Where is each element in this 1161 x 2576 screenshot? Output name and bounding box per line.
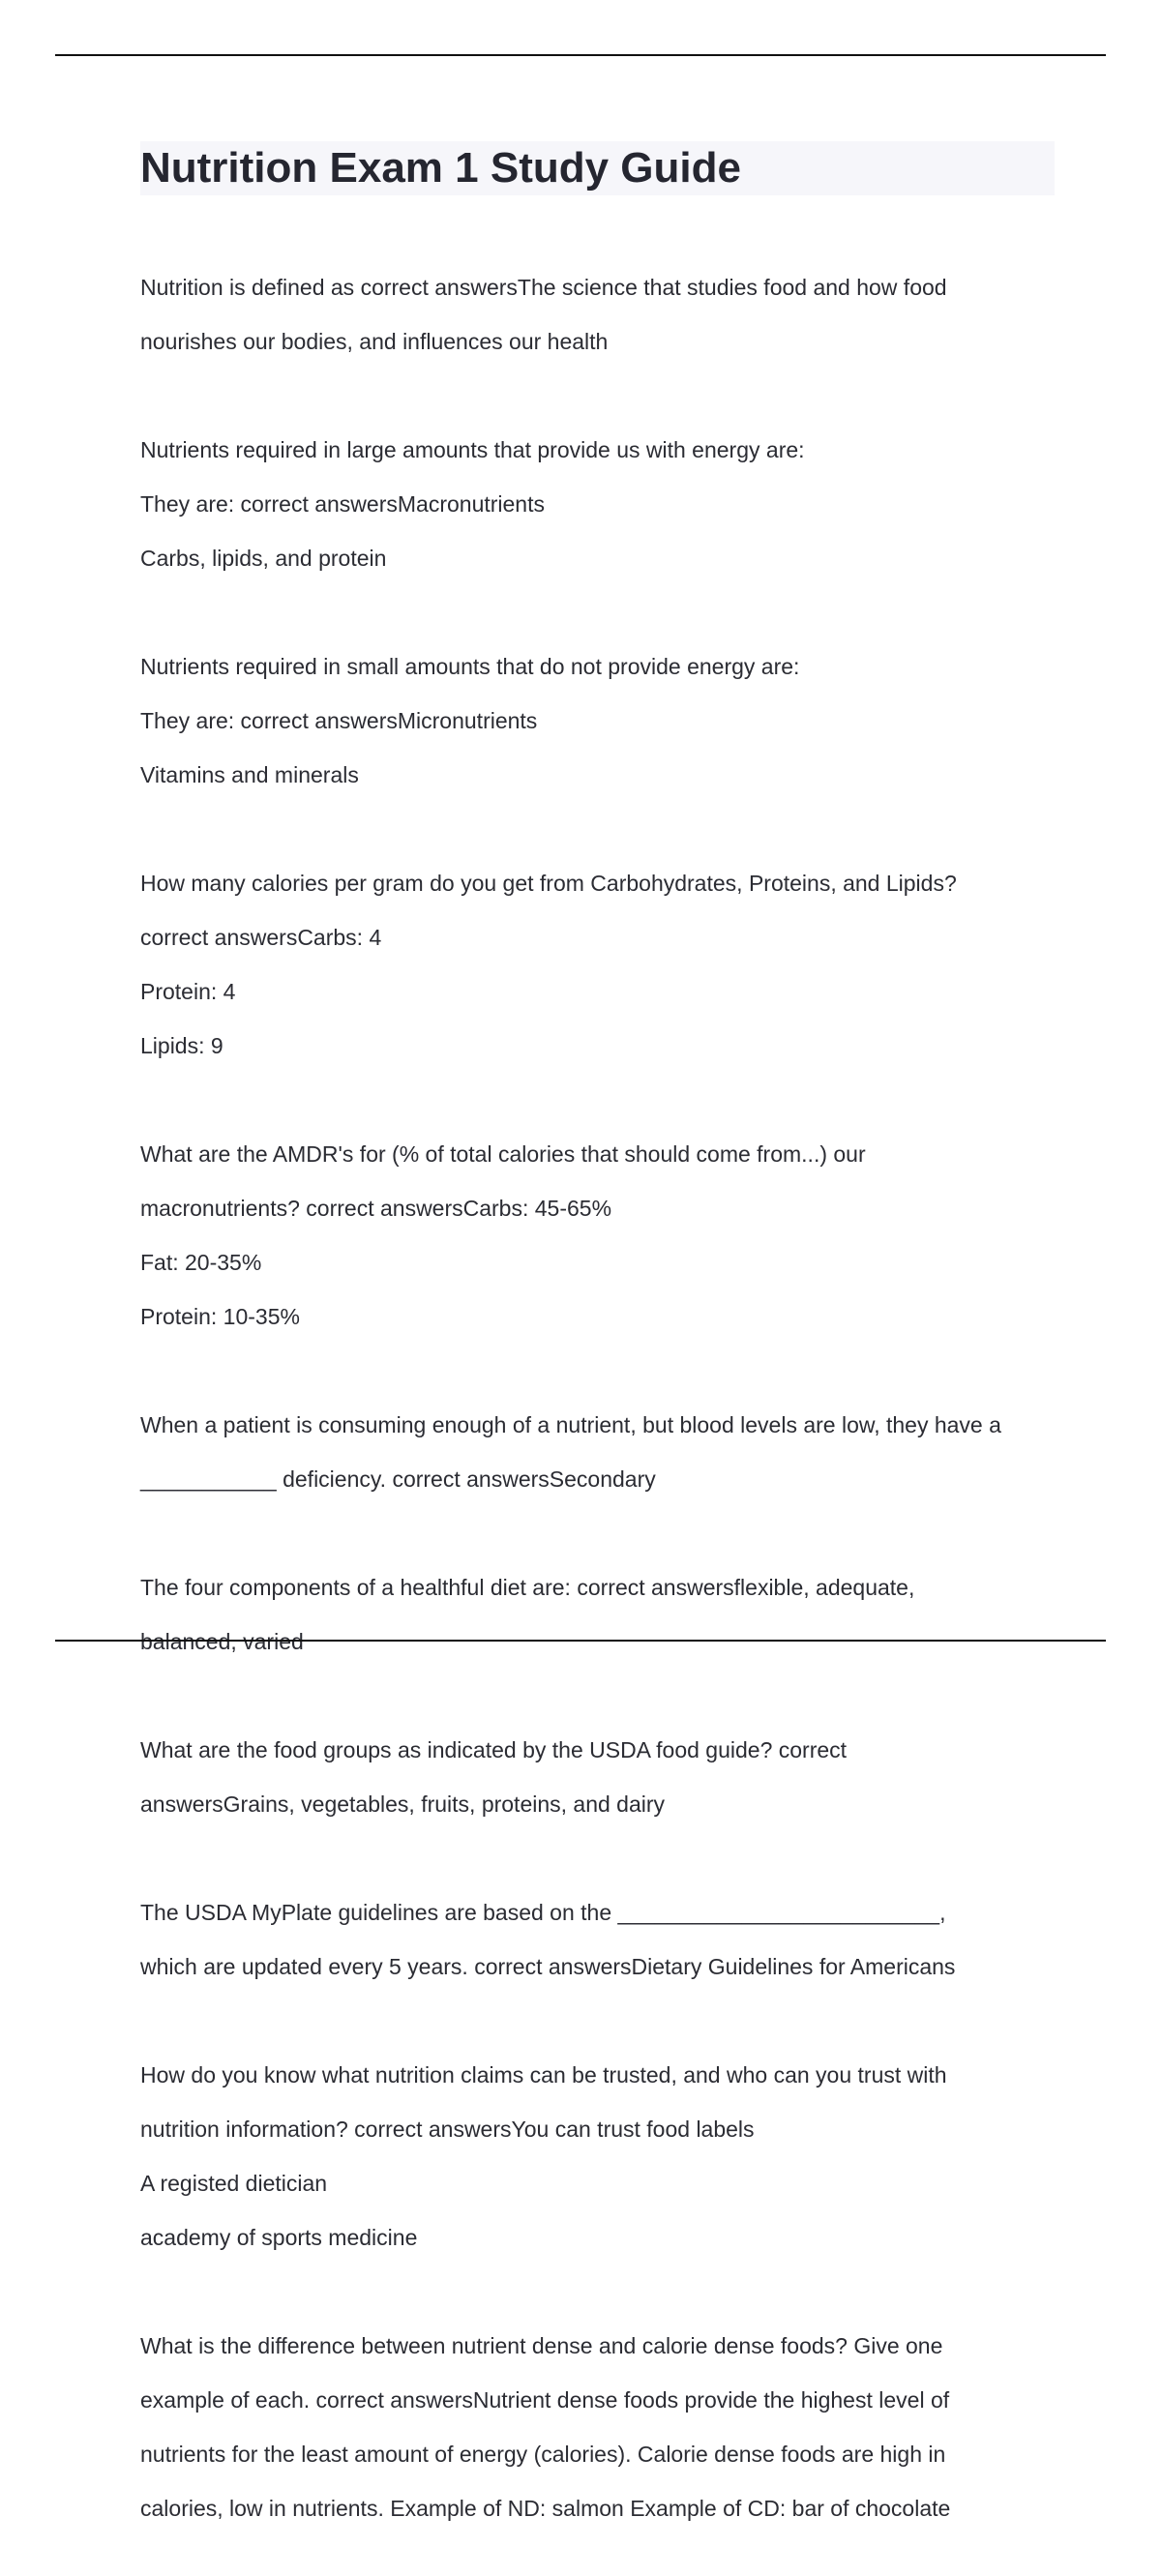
question-item <box>140 626 1055 815</box>
text-line: Lipids: 9 <box>140 1033 223 1058</box>
text-line: What are the AMDR's for (% of total calories that should come from...) our <box>140 1141 866 1167</box>
text-line: correct answersCarbs: 4 <box>140 925 382 950</box>
text-line: nutrients for the least amount of energy (calories). Calorie dense foods are high in <box>140 2442 946 2467</box>
question-item <box>140 1872 1055 2007</box>
question-list <box>140 247 1055 2549</box>
text-line: nourishes our bodies, and influences our health <box>140 329 609 354</box>
text-line: Fat: 20-35% <box>140 1250 262 1275</box>
question-item <box>140 409 1055 599</box>
text-line: The USDA MyPlate guidelines are based on the __________________________, <box>140 1900 946 1925</box>
text-line: What is the difference between nutrient dense and calorie dense foods? Give one <box>140 2333 943 2358</box>
text-line: Protein: 4 <box>140 979 236 1004</box>
question-item <box>140 1384 1055 1520</box>
text-line: which are updated every 5 years. correct answersDietary Guidelines for Americans <box>140 1954 956 1979</box>
top-rule <box>55 54 1106 56</box>
question-item <box>140 1709 1055 1845</box>
bottom-rule <box>55 1640 1106 1642</box>
question-item <box>140 843 1055 1086</box>
text-line: answersGrains, vegetables, fruits, proteins, and dairy <box>140 1791 666 1817</box>
text-line: Nutrients required in small amounts that do not provide energy are: <box>140 654 800 679</box>
text-line: example of each. correct answersNutrient dense foods provide the highest level of <box>140 2387 950 2413</box>
text-line: academy of sports medicine <box>140 2225 418 2250</box>
text-line: Vitamins and minerals <box>140 762 359 787</box>
text-line: Carbs, lipids, and protein <box>140 546 387 571</box>
text-line: Nutrients required in large amounts that provide us with energy are: <box>140 437 805 462</box>
text-line: Protein: 10-35% <box>140 1304 300 1329</box>
text-line: ___________ deficiency. correct answersSecondary <box>140 1466 656 1492</box>
page-title: Nutrition Exam 1 Study Guide <box>140 141 1055 195</box>
text-line: A registed dietician <box>140 2171 328 2196</box>
text-line: balanced, varied <box>140 1629 304 1654</box>
question-item <box>140 2034 1055 2278</box>
text-line: When a patient is consuming enough of a nutrient, but blood levels are low, they have a <box>140 1412 1001 1437</box>
text-line: They are: correct answersMicronutrients <box>140 708 538 733</box>
text-line: What are the food groups as indicated by the USDA food guide? correct <box>140 1737 848 1762</box>
text-line: How do you know what nutrition claims can be trusted, and who can you trust with <box>140 2062 947 2087</box>
question-item <box>140 1547 1055 1682</box>
text-line: The four components of a healthful diet are: correct answersflexible, adequate, <box>140 1575 915 1600</box>
question-item <box>140 1113 1055 1357</box>
text-line: nutrition information? correct answersYou can trust food labels <box>140 2117 755 2142</box>
text-line: macronutrients? correct answersCarbs: 45-65% <box>140 1196 612 1221</box>
text-line: How many calories per gram do you get from Carbohydrates, Proteins, and Lipids? <box>140 871 957 896</box>
text-line: Nutrition is defined as correct answersThe science that studies food and how food <box>140 275 947 300</box>
text-line: calories, low in nutrients. Example of ND: salmon Example of CD: bar of chocolate <box>140 2496 951 2521</box>
question-item <box>140 247 1055 382</box>
question-item <box>140 2305 1055 2549</box>
text-line: They are: correct answersMacronutrients <box>140 491 545 517</box>
document-body <box>140 141 1055 2576</box>
